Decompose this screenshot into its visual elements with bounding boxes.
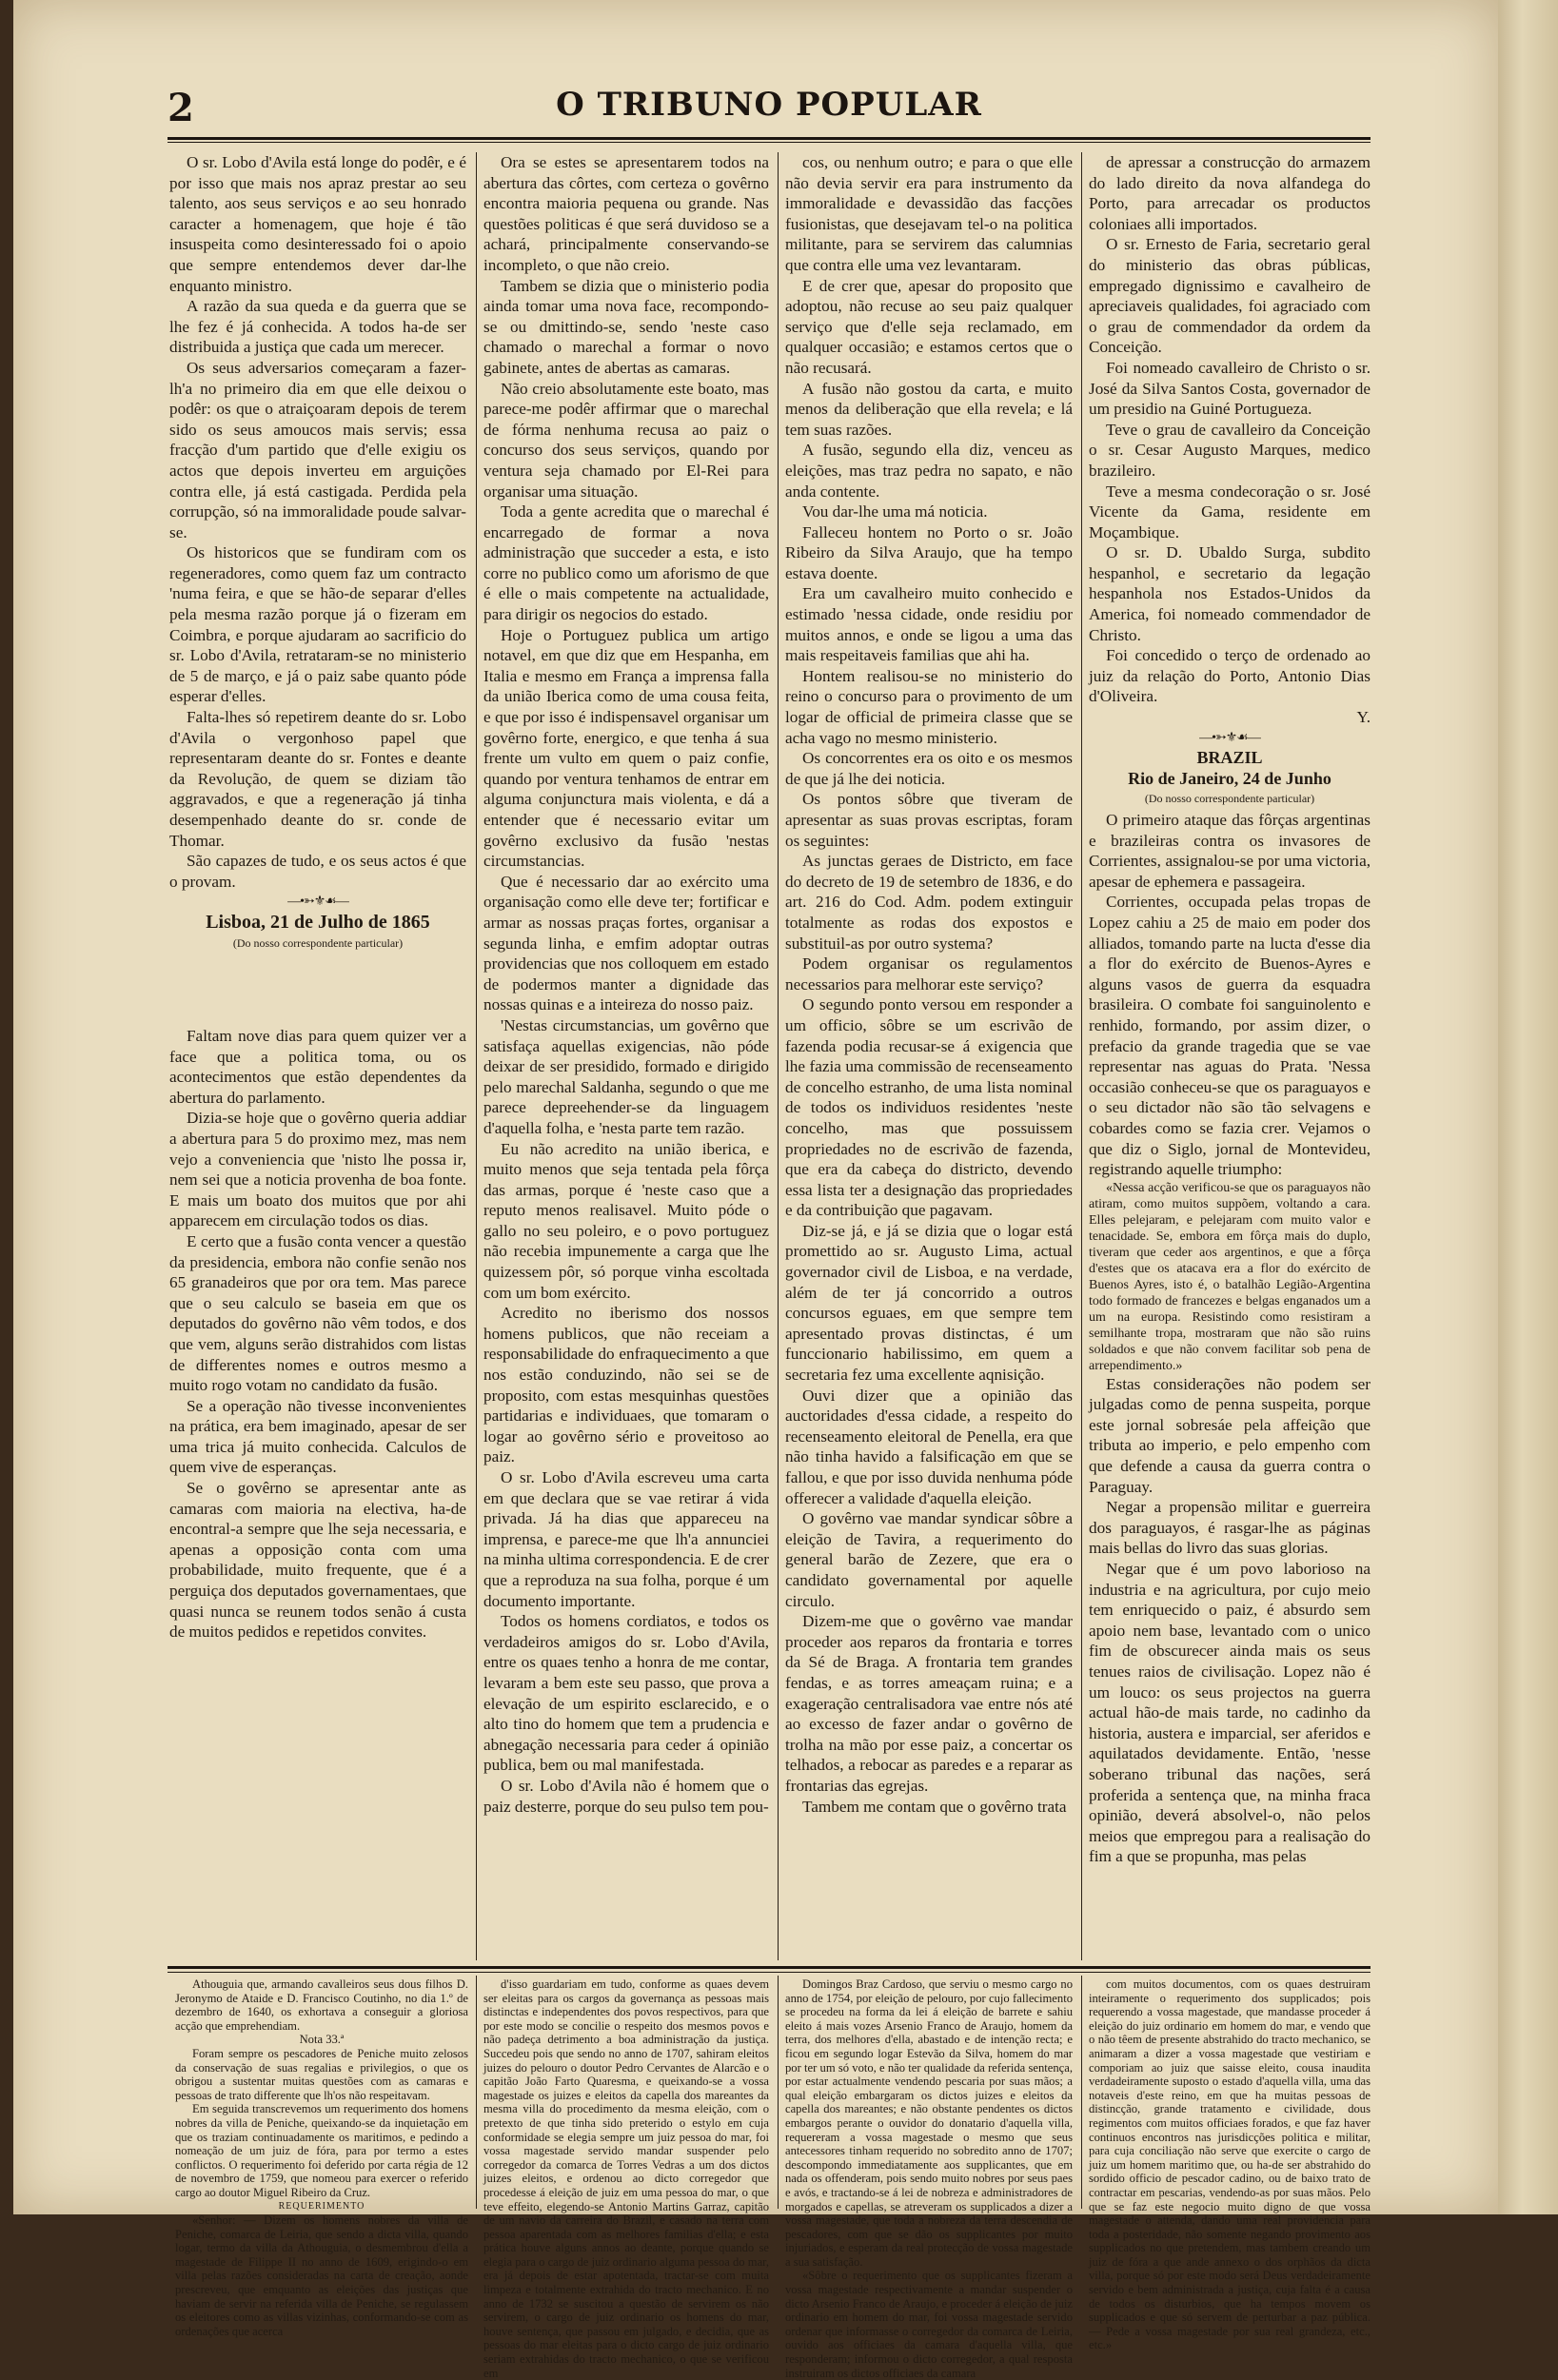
footnote-column-4 (1089, 1977, 1371, 2352)
footer-column-rule (476, 1976, 477, 2209)
paragraph: Era um cavalheiro muito conhecido e estimado 'nessa cidade, onde residiu por muitos annos, e onde se ligou a uma das mais respeitaveis familias que ahi ha. (785, 584, 1073, 665)
paragraph: Foi nomeado cavalleiro de Christo o sr. José da Silva Santos Costa, governador de um presidio na Guiné Portugueza. (1089, 358, 1371, 419)
footnote-paragraph: com muitos documentos, com os quaes destruiram inteiramente o requerimento dos supplicados; pois requerendo a vossa magestade, que mandasse proceder á eleição do juiz ordinario em homem do mar, e vendo que o não têem de presente abstrahido do tracto mechanico, se animaram a dizer a vossa magestade que vestiriam e comporiam ao juiz que saisse eleito, cousa inaudita verdadeiramente suposto o estado d'aquella villa, uma das notaveis d'este reino, em que ha muitas pessoas de distincção, grande tratamento e civilidade, dous regimentos com muitos officiaes forados, e que faz haver continuos encontros nas jurisdicções politica e militar, para cuja conciliação não serve que exercite o cargo de juiz um homem maritimo que, ou ha-de ser abstrahido do sordido officio de pescador cadino, ou de baixo trato de contractar em pescarias, vendendo-as por suas mãos. Pelo que se faz este negocio muito digno de que vossa magestade o attenda, dando uma real providencia para toda a posteridade, não somente negando provimento aos supplicados no que pretendem, mas tambem creando um juiz de fóra a que ande annexo o dos orphãos da dicta villa, porque só por este modo será Deus verdadeiramente servido e bem administrada a justiça, cuja falta é a causa de todos os disturbios, que ha tempos movem os supplicados e que só servem de perturbar a paz pública. — Pede a vossa magestade por sua real grandeza, etc., etc.» (1089, 1977, 1371, 2352)
correspondent-note: (Do nosso correspondente particular) (1144, 792, 1315, 806)
paragraph: Hontem realisou-se no ministerio do reino o concurso para o provimento de um logar de official de primeira classe que se acha vago no mesmo ministerio. (785, 666, 1073, 747)
paragraph: Podem organisar os regulamentos necessarios para melhorar este serviço? (785, 954, 1073, 993)
article-column-1-continued (169, 1026, 466, 1960)
section-ornament: —•➳⚜☙— (1199, 730, 1260, 745)
paragraph: O sr. Lobo d'Avila está longe do podêr, e é por isso que mais nos apraz prestar ao seu talento, aos seus serviços e ao seu honrado caracter a homenagem, que hoje é tão insuspeita como desinteressado foi o apoio que sempre entendemos dever dar-lhe enquanto ministro. (169, 153, 466, 295)
paragraph: Todos os homens cordiatos, e todos os verdadeiros amigos do sr. Lobo d'Avila, entre os quaes tenho a honra de me contar, levaram a bem este seu passo, que prova a elevação de um espirito esclarecido, e o alto tino do homem que tem a prudencia e abnegação necessaria para ceder á opinião publica, bem ou mal manifestada. (483, 1612, 769, 1775)
paragraph: A razão da sua queda e da guerra que se lhe fez é já conhecida. A todos ha-de ser distribuida a justiça que cada um merecer. (169, 297, 466, 357)
paragraph: Hoje o Portuguez publica um artigo notavel, em que diz que em Hespanha, em Italia e mesmo em França a imprensa falla da união Iberica como de uma cousa feita, e que por isso é indispensavel organisar um govêrno forte, energico, e que tenha á sua frente um vulto em quem o paiz confie, quando por ventura tenhamos de entrar em alguma conjunctura mais violenta, e dá a entender que é necessario evitar um govêrno exclusivo da fusão 'nestas circumstancias. (483, 625, 769, 871)
section-ornament: —•➳⚜☙— (287, 895, 348, 910)
paragraph: Acredito no iberismo dos nossos homens publicos, que não receiam a responsabilidade do enfraquecimento a que nos estão conduzindo, não sei se de proposito, com estas mesquinhas questões partidarias e individuaes, que tomaram o logar ao govêrno sério e proveitoso ao paiz. (483, 1304, 769, 1466)
header-rule-thin (168, 142, 1371, 143)
footnote-paragraph: Em seguida transcrevemos um requerimento dos homens nobres da villa de Peniche, queixando-se da inquietação em que os traziam continuadamente os maritimos, e pedindo a nomeação de um juiz de fóra, para por termo a estes conflictos. O requerimento foi deferido por carta régia de 12 de novembro de 1759, que nomeou para exercer o referido cargo ao doutor Miguel Ribeiro da Cruz. (175, 2102, 468, 2199)
column-rule (778, 152, 779, 1960)
paragraph: Diz-se já, e já se dizia que o logar está promettido ao sr. Augusto Lima, actual governador civil de Lisboa, e na verdade, além de ter já concorrido a outros concursos eguaes, em que sempre tem apresentado provas distinctas, é um funccionario habilissimo, em quem a secretaria fez uma excellente aqnisição. (785, 1221, 1073, 1385)
footer-column-rule (1081, 1976, 1082, 2209)
paragraph: As junctas geraes de Districto, em face do decreto de 19 de setembro de 1836, e do art. 216 do Cod. Adm. podem extinguir totalmente as rodas dos expostos e substituil-as por outro systema? (785, 852, 1073, 953)
article-column-3 (785, 152, 1073, 1960)
paragraph: Dizia-se hoje que o govêrno queria addiar a abertura para 5 do proximo mez, mas nem vejo a conveniencia que 'nisto lhe possa ir, nem sei que a noticia provenha de boa fonte. E mais um boato dos muitos que por ahi apparecem em circulação todos os dias. (169, 1109, 466, 1230)
article-column-1 (169, 152, 466, 1028)
page-number: 2 (168, 86, 194, 130)
paragraph: A fusão, segundo ella diz, venceu as eleições, mas traz pedra no sapato, e não anda contente. (785, 441, 1073, 501)
correspondent-note: (Do nosso correspondente particular) (232, 935, 404, 950)
correspondent-signature: Y. (1356, 708, 1371, 727)
paragraph: Os seus adversarios começaram a fazer-lh'a no primeiro dia em que elle deixou o podêr: os que o atraiçoaram depois de terem sido os seus amoucos mais servis; essa fracção d'um partido que d'elle exigiu os actos que depois inverteu em arguições contra elle, já está castigada. Perdida pela corrupção, só na immoralidade poude salvar-se. (169, 358, 466, 541)
paragraph: de apressar a construcção do armazem do lado direito da nova alfandega do Porto, para arrecadar os productos coloniaes alli importados. (1089, 153, 1371, 233)
paragraph: São capazes de tudo, e os seus actos é que o provam. (169, 852, 466, 891)
column-rule (1081, 152, 1082, 1960)
paragraph: Os pontos sôbre que tiveram de apresentar as suas provas escriptas, foram os seguintes: (785, 790, 1073, 850)
paragraph: Os historicos que se fundiram com os regeneradores, como quem faz um contracto 'numa feira, e que se hão-de separar d'elles pela mesma razão porque já o fizeram em Coimbra, e porque ajudaram ao sacrificio do sr. Lobo d'Avila, retrataram-se no ministerio de 5 de março, e já o paiz sabe quanto póde esperar d'elles. (169, 543, 466, 706)
requerimento-title: REQUERIMENTO (278, 2200, 365, 2212)
paragraph: O primeiro ataque das fôrças argentinas e brazileiras contra os invasores de Corrientes, assignalou-se por uma victoria, apesar de ephemera e passageira. (1089, 811, 1371, 891)
paragraph: O sr. Lobo d'Avila escreveu uma carta em que declara que se vae retirar á vida privada. Já ha dias que appareceu na imprensa, e parece-me que lh'a annunciei na minha ultima correspondencia. E de crer que a reproduza na sua folha, porque é um documento importante. (483, 1468, 769, 1610)
brazil-dateline: Rio de Janeiro, 24 de Junho (1128, 768, 1331, 788)
masthead-title: O TRIBUNO POPULAR (556, 86, 982, 124)
paragraph: Dizem-me que o govêrno vae mandar proceder aos reparos da frontaria e torres da Sé de Braga. A frontaria tem grandes fendas, e as torres ameaçam ruina; e a exageração centralisadora vae entre nós até ao excesso de fazer andar o govêrno de trolha na mão por esse paiz, a concertar os telhados, a rebocar as paredes e a reparar as frontarias das egrejas. (785, 1612, 1073, 1795)
footnote-paragraph: Foram sempre os pescadores de Peniche muito zelosos da conservação de suas regalias e privilegios, o que os obrigou a sustentar muitas questões com as camaras e pessoas de trato differente que lh'os não respeitavam. (175, 2046, 468, 2102)
column-rule (476, 152, 477, 1960)
paragraph: Toda a gente acredita que o marechal é encarregado de formar a nova administração que succeder a esta, e isto corre no publico como um aforismo de que é elle o mais competente na actualidade, para dirigir os negocios do estado. (483, 502, 769, 624)
footer-column-rule (778, 1976, 779, 2209)
footer-rule (168, 1966, 1371, 1969)
adjacent-page-edge (1498, 0, 1558, 2214)
paragraph: Teve a mesma condecoração o sr. José Vicente da Gama, residente em Moçambique. (1089, 482, 1371, 541)
footnote-paragraph: Domingos Braz Cardoso, que serviu o mesmo cargo no anno de 1754, por eleição de pelouro, por cujo fallecimento se procedeu na forma da lei á eleição de barrete e sahiu eleito á mais vozes Arsenio Franco de Araujo, homem da terra, dos melhores d'ella, abastado e de intenção recta; e ficou em segundo logar Estevão da Silva, homem do mar por ter um só voto, e não ter qualidade da referida sentença, por estar actualmente vendendo pescaria por suas mãos; a qual eleição embargaram os dictos juizes e eleitos da capella dos mareantes; e não obstante pendentes os dictos embargos perante o ouvidor do donatario d'aquella villa, requereram a vossa magestade o mesmo que seus antecessores tinham requerido no sobredito anno de 1707; descompondo immediatamente aos supplicantes, que em nada os offenderam, pois sendo muito nobres por seus paes e avós, e tractando-se á lei de nobreza e administradores de morgados e capellas, se atreveram os supplicados a dizer a vossa magestade, que toda a nobreza da terra descendia de pescadores, com que se dão os supplicantes por muito injuriados, e esperam da real protecção de vossa magestade a sua satisfação. (785, 1977, 1073, 2269)
paragraph: Vou dar-lhe uma má noticia. (802, 502, 988, 521)
article-column-2 (483, 152, 769, 1960)
paragraph: Corrientes, occupada pelas tropas de Lopez cahiu a 25 de maio em poder dos alliados, tomando parte na lucta d'esse dia a flor do exército de Buenos-Ayres e alguns vasos de guerra da esquadra brasileira. O combate foi sanguinolento e renhido, formando, por assim dizer, o prefacio da grande tragedia que se vae representar nas aguas do Prata. 'Nessa occasião conheceu-se que os paraguayos e o seu dictador não são tão selvagens e cobardes como se fazia crer. Vejamos o que diz o Siglo, jornal de Montevideu, registrando aquelle triumpho: (1089, 893, 1371, 1179)
paragraph: O segundo ponto versou em responder a um officio, sôbre se um escrivão de fazenda podia recusar-se á exigencia que lhe fazia uma commissão de recenseamento de concelho estranho, de uma lista nominal de todos os individuos residentes 'neste concelho, mas que possuissem propriedades no de escrivão de fazenda, que era da cabeça do districto, devendo essa lista ter a designação das propriedades e da contribuição que pagavam. (785, 995, 1073, 1220)
paragraph: Falleceu hontem no Porto o sr. João Ribeiro da Silva Araujo, que ha tempo estava doente. (785, 522, 1073, 582)
paragraph: Não creio absolutamente este boato, mas parece-me podêr affirmar que o marechal de fórma nenhuma recusa ao paiz o concurso dos seus serviços, quando por ventura seja chamado por El-Rei para organisar uma situação. (483, 379, 769, 501)
paragraph: Se a operação não tivesse inconvenientes na prática, era bem imaginado, apesar de ser uma trica já muito conhecida. Calculos de quem vive de esperanças. (169, 1396, 466, 1477)
paragraph: Que é necessario dar ao exército uma organisação como elle deve ter; fortificar e armar as nossas praças fortes, organisar a segunda linha, e emfim adoptar outras providencias que nos colloquem em estado de podermos manter a dignidade das nossas quinas e a inteireza do nosso paiz. (483, 872, 769, 1014)
paragraph: Falta-lhes só repetirem deante do sr. Lobo d'Avila o vergonhoso papel que representaram deante do sr. Fontes e deante da Revolução, de quem se diziam tão aggravados, e que a regeneração já tinha desempenhado deante do sr. conde de Thomar. (169, 708, 466, 850)
header-rule (168, 137, 1371, 140)
paragraph: Tambem me contam que o govêrno trata (802, 1797, 1067, 1816)
footnote-paragraph: d'isso guardariam em tudo, conforme as quaes devem ser eleitas para os cargos da governança as pessoas mais distinctas e independentes dos povos respectivos, para que por este modo se concilie o respeito dos mesmos povos e não padeça detrimento a boa administração da justiça. Succedeu pois que sendo no anno de 1707, sahiram eleitos juizes do pelouro o doutor Pedro Cervantes de Alarcão e o capitão João Farto Quaresma, e queixando-se a vossa magestade os juizes e eleitos da capella dos mareantes da mesma villa do procedimento da mesma eleição, com o pretexto de que tinha sido preterido o estylo em cuja conformidade se elegia sempre um juiz pessoa do mar, foi vossa magestade servido mandar suspender pelo corregedor da comarca de Torres Vedras a um dos dictos juizes eleitos, e ordenou ao dicto corregedor que procedesse á eleição de juiz em uma pessoa do mar, o que teve effeito, elegendo-se Antonio Martins Garraz, capitão de um navio da carreira do Brazil, e casado na terra com pessoa aparentada com as melhores familias d'ella; e esta prática houve alguns annos ao deante, porque quando se elegia para o cargo de juiz ordinario alguma pessoa do mar, era já depois de estar apotentada, tractar-se com muita limpeza e totalmente extrahida do tracto mechanico. E no anno de 1732 se suscitou a questão de servirem os não servirem, o cargo de juiz ordinario os homens do mar, houve sentença, que passou em julgado, e decidia, que as pessoas do mar eleitas para o dicto cargo de juiz ordinario seriam extrahidas do tracto mechanico, o que se verificou em (483, 1977, 769, 2380)
lisboa-dateline: Lisboa, 21 de Julho de 1865 (206, 911, 430, 933)
paragraph: Os concorrentes era os oito e os mesmos de que já lhe dei noticia. (785, 749, 1073, 788)
paragraph: O govêrno vae mandar syndicar sôbre a eleição de Tavira, a requerimento do general barão de Zezere, que era o candidato governamental por aquelle circulo. (785, 1509, 1073, 1610)
footnote-paragraph: «Senhor: — Dizem os homens nobres da villa de Peniche, comarca de Leiria, que sendo a dicta villa, quando logar, termo da villa da Athouguia, o desmembrou d'ella a magestade de Filippe II no anno de 1609, erigindo-o em villa pelas razões consideradas na carta de creação, aonde prescreveu, que emquanto as eleições das justiças que haviam de servir na referida villa de Peniche, se regulassem os eleitores como as villas vizinhas, conformando-se com as ordenações que acerca (175, 2213, 468, 2338)
paragraph: Se o govêrno se apresentar ante as camaras com maioria na electiva, ha-de encontral-a sempre que lhe seja necessaria, e apenas a opposição conta com uma probabilidade, muito frequente, que é a perguiça dos deputados governamentaes, que quasi nunca se reunem todos senão á custa de muitos pedidos e repetidos convites. (169, 1479, 466, 1642)
paragraph: Faltam nove dias para quem quizer ver a face que a politica toma, ou os acontecimentos que estão dependentes da abertura do parlamento. (169, 1027, 466, 1107)
paragraph: O sr. Ernesto de Faria, secretario geral do ministerio das obras públicas, empregado dignissimo e cavalheiro de apreciaveis qualidades, foi agraciado com o grau de commendador da ordem da Conceição. (1089, 235, 1371, 357)
paragraph: Eu não acredito na união iberica, e muito menos que seja tentada pela fôrça das armas, porque é 'neste caso que a reputo menos realisavel. Muito póde o gallo no seu poleiro, e o povo portuguez não recebia impunemente a carga que lhe quizessem pôr, só porque vinha escoltada com um bom exército. (483, 1139, 769, 1302)
paragraph: A fusão não gostou da carta, e muito menos da deliberação que ella revela; e lá tem suas razões. (785, 379, 1073, 439)
footnote-column-1 (175, 1977, 468, 2338)
footnote-paragraph: «Sôbre o requerimento que os supplicantes fizeram a vossa magestade respectivamente a mandar suspender o dicto Arsenio Franco de Araujo, e proceder á eleição de juiz ordinario em homem do mar, foi vossa magestade servido ordenar que informasse o corregedor da comarca de Leiria, ouvido aos officiaes da camara d'aquella villa, que responderam; informou o dicto corregedor, a qual resposta instruiram os dictos officiaes da camara (785, 2269, 1073, 2380)
footnote-column-2 (483, 1977, 769, 2380)
footnote-paragraph: Athouguia que, armando cavalleiros seus dous filhos D. Jeronymo de Ataide e D. Francisco Coutinho, no dia 1.º de dezembro de 1640, os exhortava a conseguir a gloriosa acção que emprehendiam. (175, 1977, 468, 2033)
paragraph: O sr. Lobo d'Avila não é homem que o paiz desterre, porque do seu pulso tem pou- (483, 1776, 769, 1816)
article-column-4 (1089, 152, 1371, 1960)
paragraph: E certo que a fusão conta vencer a questão da presidencia, embora não confie senão nos 65 granadeiros que por ora tem. Mas parece que o seu calculo se baseia em que os deputados do govêrno não vêm todos, e dos que vem, alguns serão distrahidos com listas de differentes nomes e outros mesmo a muito rogo votam no candidato da fusão. (169, 1231, 466, 1395)
page-header (168, 86, 1371, 133)
paragraph: Estas considerações não podem ser julgadas como de penna suspeita, porque este jornal sobresáe pela affeição que tributa ao imperio, e pelo empenho com que defende a causa da guerra contra o Paraguay. (1089, 1374, 1371, 1496)
paragraph: 'Nestas circumstancias, um govêrno que satisfaça aquellas exigencias, não póde deixar de ser presidido, formado e dirigido pelo marechal Saldanha, segundo o que me parece depreehender-se da linguagem d'aquella folha, e 'nesta parte tem razão. (483, 1015, 769, 1137)
paragraph: O sr. D. Ubaldo Surga, subdito hespanhol, e secretario da legação hespanhola nos Estados-Unidos da America, foi nomeado commendador de Christo. (1089, 543, 1371, 644)
paragraph: Teve o grau de cavalleiro da Conceição o sr. Cesar Augusto Marques, medico brazileiro. (1089, 420, 1371, 480)
paragraph: Negar que é um povo laborioso na industria e na agricultura, por cujo meio tem enriquecido o paiz, é absurdo sem apoio nem base, levantado com o unico fim de obscurecer ainda mais os seus tenues raios de civilisação. Lopez não é um louco: os seus projectos na guerra actual hão-de mais tarde, no cadinho da historia, austera e imparcial, ser aferidos e aquilatados devidamente. Então, 'nesse soberano tribunal das nações, será proferida a sentença que, na minha fraca opinião, deverá absolvel-o, não pelos meios que empregou para a realisação do fim a que se propunha, mas pelas (1089, 1560, 1371, 1866)
paragraph: Ora se estes se apresentarem todos na abertura das côrtes, com certeza o govêrno encontra maioria pequena ou grande. Nas questões politicas é que será duvidoso se a achará, principalmente conservando-se incompleto, o que não creio. (483, 153, 769, 274)
paragraph: E de crer que, apesar do proposito que adoptou, não recuse ao seu paiz qualquer serviço que d'elle seja reclamado, em qualquer occasião; e estamos certos que o não recusará. (785, 276, 1073, 377)
paragraph: cos, ou nenhum outro; e para o que elle não devia servir era para instrumento da immoralidade e devassidão das facções fusionistas, que desejavam tel-o na politica militante, para se servirem das calumnias que contra elle uma vez levantaram. (785, 153, 1073, 274)
paragraph: Ouvi dizer que a opinião das auctoridades d'essa cidade, a respeito do recenseamento eleitoral de Penella, era que não tinha havido a falsificação em que se fallou, e que por isso duvida nenhuma póde offerecer a validade d'aquella eleição. (785, 1386, 1073, 1507)
quoted-passage: «Nessa acção verificou-se que os paraguayos não atiram, como muitos suppõem, voltando a cara. Elles pelejaram, e pelejaram com muito valor e tenacidade. Se, embora em fôrça mais do duplo, tiveram que ceder aos argentinos, e que a fôrça d'estes que os atacava era a flor do exército de Buenos Ayres, isto é, o batalhão Legião-Argentina todo formado de francezes e belgas enganados um a um na europa. Resistindo como resistiram a semilhante tropa, mostraram que não são ruins soldados e que não convem facilitar sob pena de arrependimento.» (1089, 1180, 1371, 1373)
paragraph: Foi concedido o terço de ordenado ao juiz da relação do Porto, Antonio Dias d'Oliveira. (1089, 646, 1371, 706)
paragraph: Tambem se dizia que o ministerio podia ainda tomar uma nova face, recompondo-se ou dmittindo-se, sendo 'neste caso chamado o marechal a formar o novo gabinete, antes de abertas as camaras. (483, 276, 769, 377)
footnote-column-3 (785, 1977, 1073, 2380)
paragraph: Negar a propensão militar e guerreira dos paraguayos, é rasgar-lhe as páginas mais bellas do livro das suas glorias. (1089, 1498, 1371, 1558)
note-title: Nota 33.ª (299, 2033, 345, 2047)
brazil-section-title: BRAZIL (1196, 748, 1263, 768)
footer-rule-thin (168, 1972, 1371, 1973)
